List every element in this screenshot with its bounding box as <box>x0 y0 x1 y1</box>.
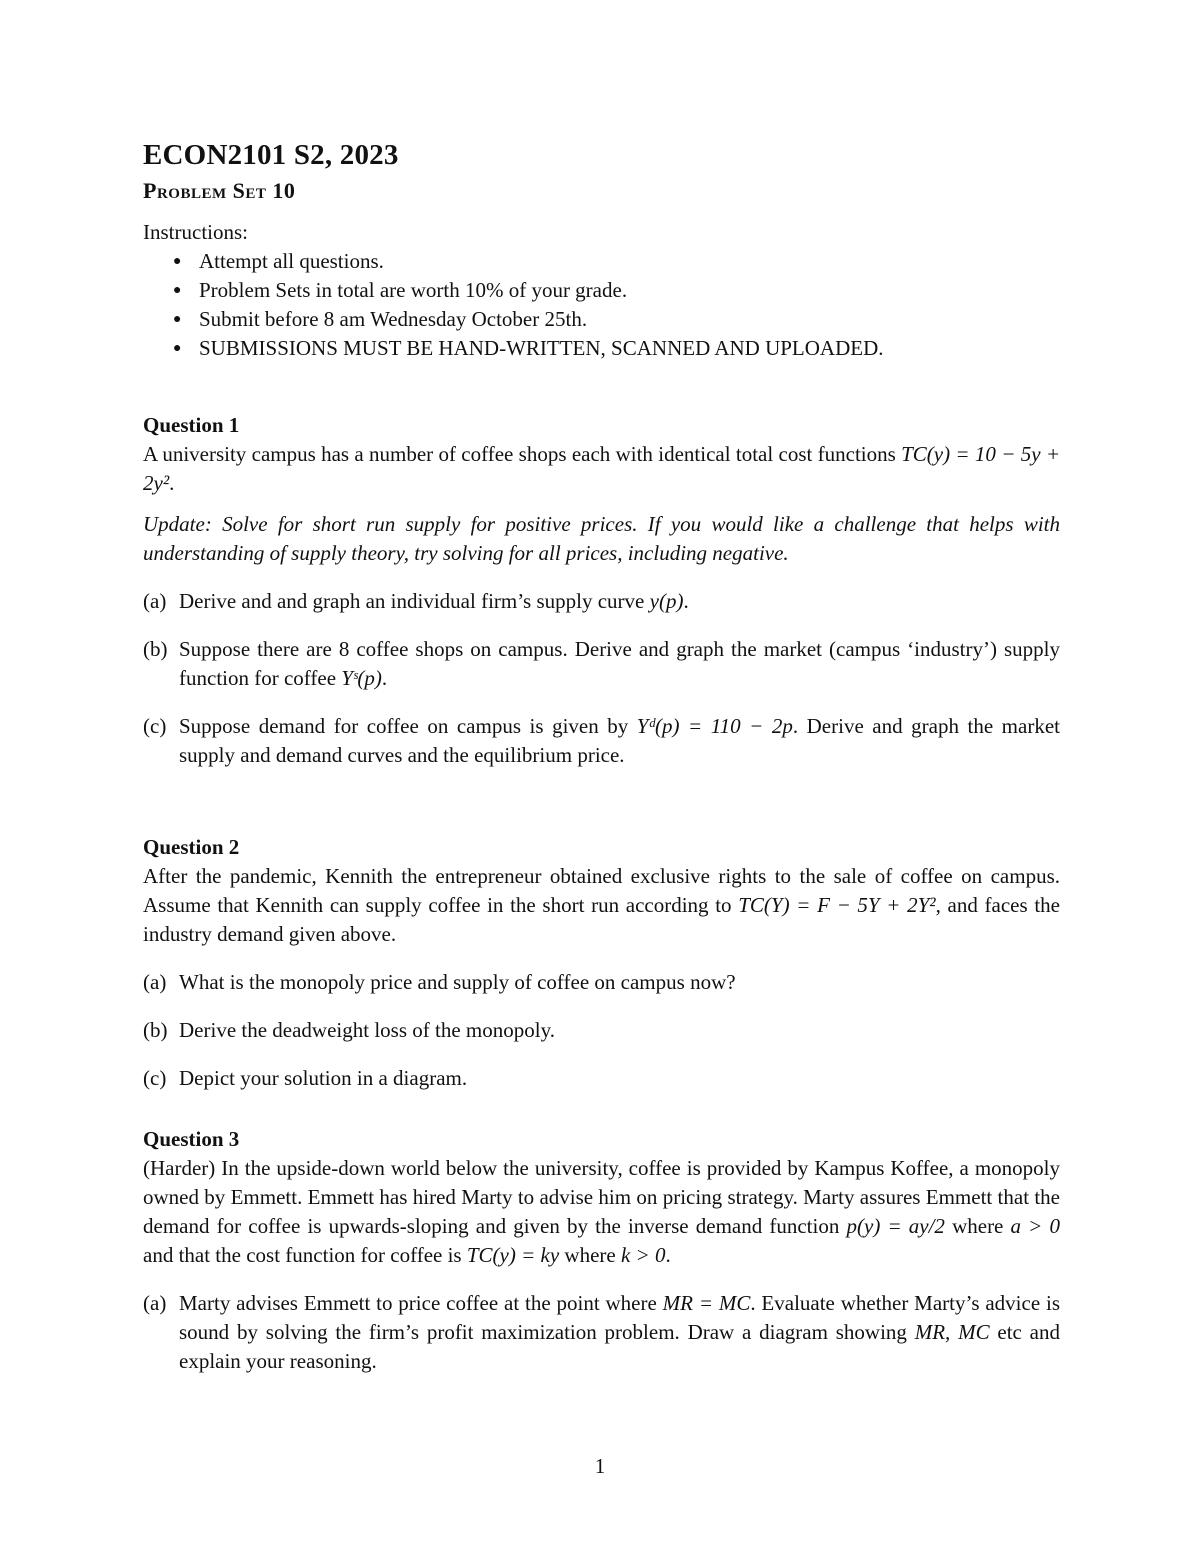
question-part: (c) Depict your solution in a diagram. <box>143 1066 468 1090</box>
question-part: (a) What is the monopoly price and supply of coffee on campus now? <box>143 970 736 994</box>
document-subtitle: Problem Set 10 <box>143 178 296 203</box>
question-part: (a) Marty advises Emmett to price coffee at the point where MR = MC. Evaluate whether Marty’s advice is sound by solving the firm’s profit maximization problem. Draw a diagram showing MR, MC etc and explain your reasoning. <box>143 1291 1060 1373</box>
document-title: ECON2101 S2, 2023 <box>143 139 399 171</box>
bullet-icon: ● <box>173 312 182 327</box>
math-expression: TC(Y) = F − 5Y + 2Y² <box>738 893 936 917</box>
question-intro: (Harder) In the upside-down world below the university, coffee is provided by Kampus Koffee, a monopoly owned by Emmett. Emmett has hired Marty to advise him on pricing strategy. Marty assures Emmett that the demand for coffee is upwards-sloping and given by the inverse demand function p(y) = ay/2 where a > 0 and that the cost function for coffee is TC(y) = ky where k > 0. <box>143 1156 1060 1267</box>
question-part: (a) Derive and and graph an individual firm’s supply curve y(p). <box>143 589 689 613</box>
question-heading: Question 2 <box>143 835 240 859</box>
instruction-item: ● Attempt all questions. <box>143 247 1060 276</box>
instruction-item: ● Submit before 8 am Wednesday October 25th. <box>143 305 1060 334</box>
question-part: (b) Suppose there are 8 coffee shops on campus. Derive and graph the market (campus ‘industry’) supply function for coffee Yˢ(p). <box>143 637 1060 690</box>
instructions-label: Instructions: <box>143 220 248 244</box>
question-3 <box>143 1125 1060 1376</box>
question-intro: After the pandemic, Kennith the entrepreneur obtained exclusive rights to the sale of coffee on campus. Assume that Kennith can supply coffee in the short run according to TC(Y) = F − 5Y + 2Y², and faces the industry demand given above. <box>143 864 1060 946</box>
question-parts <box>143 587 1060 770</box>
question-heading: Question 1 <box>143 413 240 437</box>
question-parts <box>143 1289 1060 1376</box>
instruction-item: ● Problem Sets in total are worth 10% of your grade. <box>143 276 1060 305</box>
question-2 <box>143 833 1060 1093</box>
question-1 <box>143 411 1060 770</box>
instructions-list <box>143 247 1060 363</box>
page-number: 1 <box>594 1454 606 1478</box>
question-parts <box>143 968 1060 1093</box>
question-intro: A university campus has a number of coffee shops each with identical total cost functions TC(y) = 10 − 5y + 2y². <box>143 442 1060 495</box>
bullet-icon: ● <box>173 341 182 356</box>
question-heading: Question 3 <box>143 1127 240 1151</box>
bullet-icon: ● <box>173 254 182 269</box>
instruction-item: ● SUBMISSIONS MUST BE HAND-WRITTEN, SCANNED AND UPLOADED. <box>143 334 1060 363</box>
math-expression: TC(y) = 10 − 5y + 2y² <box>143 442 1060 495</box>
bullet-icon: ● <box>173 283 182 298</box>
question-part: (c) Suppose demand for coffee on campus is given by Yᵈ(p) = 110 − 2p. Derive and graph the market supply and demand curves and the equilibrium price. <box>143 714 1060 767</box>
question-part: (b) Derive the deadweight loss of the monopoly. <box>143 1018 555 1042</box>
document-page <box>143 138 1060 1376</box>
question-update-note: Update: Solve for short run supply for positive prices. If you would like a challenge that helps with understanding of supply theory, try solving for all prices, including negative. <box>143 512 1060 565</box>
